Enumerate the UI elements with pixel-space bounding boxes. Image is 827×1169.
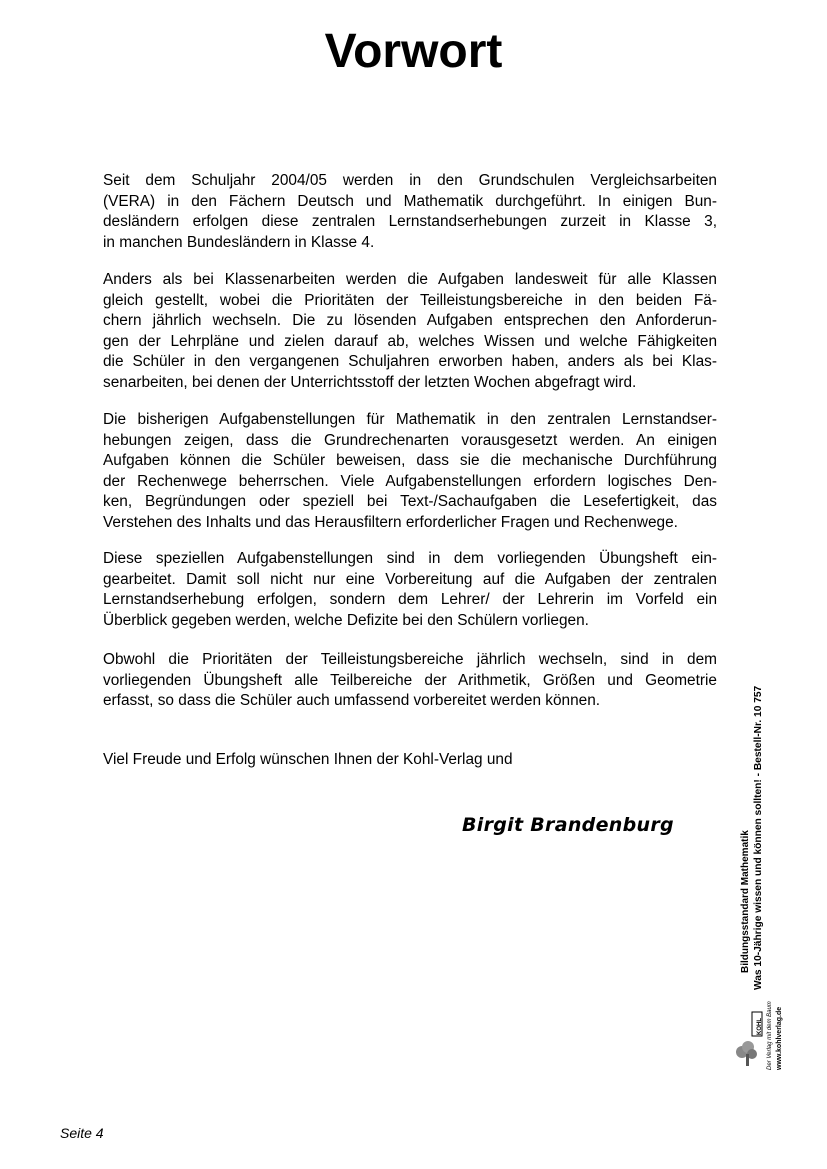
text-line: (VERA) in den Fächern Deutsch und Mathematik durchgeführt. In einigen Bun- [103, 192, 717, 210]
text-line: Diese speziellen Aufgabenstellungen sind in dem vorliegenden Übungsheft ein- [103, 550, 717, 567]
text-line: gearbeitet. Damit soll nicht nur eine Vorbereitung auf die Aufgaben der zentralen [103, 570, 717, 588]
text-line: der Rechenwege beherrschen. Viele Aufgabenstellungen erfordern logisches Den- [103, 472, 717, 490]
closing-line: Viel Freude und Erfolg wünschen Ihnen der Kohl-Verlag und [103, 751, 513, 768]
text-line: Aufgaben können die Schüler beweisen, dass sie die mechanische Durchführung [103, 452, 717, 470]
text-line: Anders als bei Klassenarbeiten werden die Aufgaben landesweit für alle Klassen [103, 271, 717, 288]
text-line: Obwohl die Prioritäten der Teilleistungsbereiche jährlich wechseln, sind in dem [103, 651, 717, 668]
paragraph-4 [103, 549, 717, 631]
text-line: Seit dem Schuljahr 2004/05 werden in den Grundschulen Vergleichsarbeiten [103, 172, 717, 189]
text-line: gleich gestellt, wobei die Prioritäten der Teilleistungsbereiche in den beiden Fä- [103, 291, 717, 309]
text-line: Die bisherigen Aufgabenstellungen für Mathematik in den zentralen Lernstandser- [103, 411, 717, 428]
text-line: ken, Begründungen oder speziell bei Text-/Sachaufgaben die Lesefertigkeit, das [103, 493, 717, 511]
publisher-url: www.kohlverlag.de [776, 1006, 783, 1070]
text-line: hebungen zeigen, dass die Grundrechenarten vorausgesetzt werden. An einigen [103, 431, 717, 449]
book-subtitle-order-number: Was 10-Jährige wissen und können sollten! - Bestell-Nr. 10 757 [753, 685, 764, 990]
paragraph-1 [103, 171, 717, 253]
text-line: gen der Lehrpläne und zielen darauf ab, welches Wissen und welche Fähigkeiten [103, 332, 717, 350]
text-line: in manchen Bundesländern in Klasse 4. [103, 233, 375, 251]
text-line: chern jährlich wechseln. Die zu lösenden Aufgaben entsprechen den Anforderun- [103, 312, 717, 330]
logo-wordmark: KOHL [757, 1018, 763, 1035]
page-title: Vorwort [324, 25, 503, 78]
paragraph-5 [103, 650, 717, 712]
text-line: Lernstandserhebung erfolgen, sondern dem Lehrer/ der Lehrerin im Vorfeld ein [103, 591, 717, 609]
book-title: Bildungsstandard Mathematik [740, 830, 751, 973]
publisher-sidebar [732, 650, 792, 1070]
text-line: die Schüler in den vergangenen Schuljahren erworben haben, anders als bei Klas- [103, 353, 717, 371]
publisher-logo [732, 1010, 764, 1070]
page-number: Seite 4 [60, 1125, 104, 1141]
text-line: desländern erfolgen diese zentralen Lernstandserhebungen zurzeit in Klasse 3, [103, 213, 717, 231]
author-signature: Birgit Brandenburg [462, 814, 674, 836]
text-line: vorliegenden Übungsheft alle Teilbereiche der Arithmetik, Größen und Geometrie [103, 671, 717, 689]
tree-logo-icon [732, 1010, 764, 1070]
paragraph-2 [103, 270, 717, 394]
text-line: Überblick gegeben werden, welche Defizite bei den Schülern vorliegen. [103, 611, 589, 629]
paragraph-3 [103, 410, 717, 534]
text-line: senarbeiten, bei denen der Unterrichtsstoff der letzten Wochen abgefragt wird. [103, 373, 637, 391]
text-line: erfasst, so dass die Schüler auch umfassend vorbereitet werden können. [103, 692, 601, 710]
publisher-tagline: Der Verlag mit dem Baum [767, 1001, 773, 1070]
text-line: Verstehen des Inhalts und das Herausfiltern erforderlicher Fragen und Rechenwege. [103, 513, 678, 531]
